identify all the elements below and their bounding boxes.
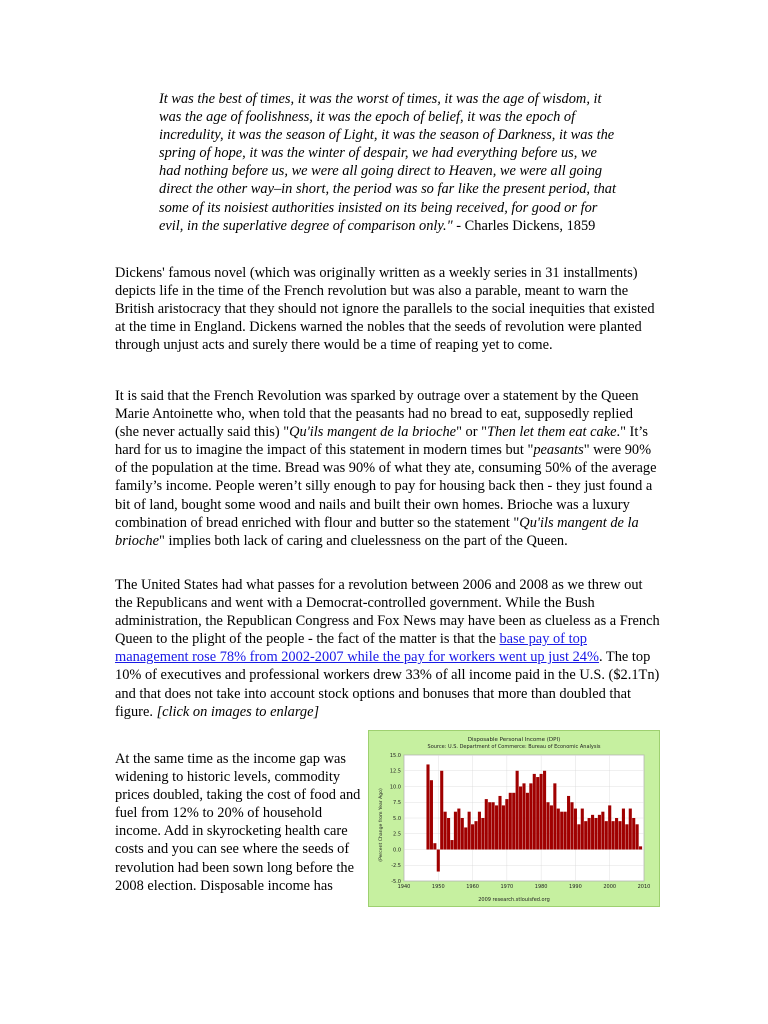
dpi-chart[interactable] — [368, 730, 660, 907]
p2-text-a: It is said that the French Revolution was sparked by outrage over a statement by the Queen Marie Antoinette who, when told that the peasants had no bread to eat, supposedly replied (she never actually said this) " — [115, 388, 639, 441]
dpi-bar — [509, 793, 512, 850]
p3-text-b: . The top 10% of executives and professional workers drew 33% of all income paid in the U.S. ($2.1Tn) and that does not take into account stock options and bonuses that more than doubled that figure. — [115, 649, 660, 720]
dpi-bar — [485, 799, 488, 849]
y-tick-label: 0.0 — [393, 847, 401, 854]
y-tick-label: 5.0 — [393, 815, 401, 822]
p2-peasants: peasants — [533, 442, 584, 459]
paragraph-dickens-novel: Dickens' famous novel (which was originally written as a weekly series in 31 installments) depicts life in the time of the French revolution but was also a parable, meant to warn the British aristocracy that they should not ignore the parallels to the social inequities that existed at the time in England. Dickens warned the nobles that the seeds of revolution were planted through unjust acts and surely there would be a time of reaping yet to come. — [115, 265, 655, 354]
dpi-bar — [471, 824, 474, 849]
dpi-bar — [601, 812, 604, 850]
p2-brioche-quote: Qu'ils mangent de la brioche — [289, 424, 457, 441]
quote-attribution: - Charles Dickens, 1859 — [452, 217, 596, 234]
dpi-bar — [450, 840, 453, 849]
dpi-bar — [433, 843, 436, 849]
y-tick-label: -5.0 — [391, 878, 401, 885]
dickens-quote — [159, 90, 621, 235]
dpi-chart-svg — [369, 731, 659, 906]
dpi-bar — [618, 821, 621, 849]
p2-text-i: " implies both lack of caring and cluelessness on the part of the Queen. — [158, 532, 568, 549]
dpi-bar — [577, 824, 580, 849]
chart-footer: 2009 research.stlouisfed.org — [478, 897, 550, 903]
dpi-bar — [591, 815, 594, 850]
dpi-bar — [608, 805, 611, 849]
paragraph-us-revolution — [115, 576, 660, 721]
y-tick-label: 12.5 — [389, 768, 401, 775]
dpi-bar — [447, 818, 450, 850]
dpi-bar — [557, 809, 560, 850]
dpi-bar — [461, 818, 464, 850]
enlarge-note: [click on images to enlarge] — [156, 703, 320, 720]
dpi-bar — [567, 796, 570, 850]
dpi-bar — [512, 793, 515, 850]
x-tick-label: 2000 — [603, 884, 617, 890]
dpi-bar — [526, 793, 529, 850]
p2-brioche-quote-2: Qu'ils mangent de la brioche — [115, 514, 639, 549]
dpi-bar — [488, 802, 491, 849]
dpi-bar — [505, 799, 508, 849]
dpi-bar — [502, 805, 505, 849]
dpi-bar — [588, 818, 591, 850]
dpi-bar — [564, 812, 567, 850]
dpi-bar — [454, 812, 457, 850]
p2-cake-quote: Then let them eat cake — [487, 424, 617, 441]
x-tick-label: 1950 — [431, 884, 445, 890]
dpi-bar — [584, 821, 587, 849]
dpi-bar — [430, 780, 433, 849]
dpi-bar — [629, 809, 632, 850]
p2-text-e: ." It’s hard for us to imagine the impact of this statement in modern times but " — [115, 424, 648, 459]
x-tick-label: 2010 — [637, 884, 651, 890]
dpi-bar — [492, 802, 495, 849]
dpi-bar — [550, 805, 553, 849]
y-tick-label: 7.5 — [393, 800, 401, 807]
p2-text-g: " were 90% of the population at the time. Bread was 90% of what they ate, consuming 50% of the average family’s income. People weren’t silly enough to pay for housing back then - they just found a bit of land, bought some wood and nails and built their own homes. Brioche was a luxury combination of bread enriched with flour and butter so the statement " — [115, 442, 657, 531]
dpi-bar — [605, 821, 608, 849]
quote-text: It was the best of times, it was the worst of times, it was the age of wisdom, it was the age of foolishness, it was the epoch of belief, it was the epoch of incredulity, it was the season of Light, it was the season of Darkness, it was the spring of hope, it was the winter of despair, we had everything before us, we had nothing before us, we were all going direct to Heaven, we were all going direct the other way–in short, the period was so far like the present period, that some of its noisiest authorities insisted on its being received, for good or for evil, in the superlative degree of comparison only." — [159, 91, 616, 234]
x-tick-label: 1940 — [397, 884, 411, 890]
x-tick-label: 1960 — [466, 884, 479, 890]
dpi-bar — [498, 796, 501, 850]
dpi-bar — [553, 783, 556, 849]
dpi-bar — [639, 846, 642, 849]
x-tick-label: 1970 — [500, 884, 514, 890]
chart-subtitle: Source: U.S. Department of Commerce: Bureau of Economic Analysis — [427, 744, 601, 750]
dpi-bar — [581, 809, 584, 850]
dpi-bar — [468, 812, 471, 850]
y-tick-label: 15.0 — [389, 752, 401, 759]
dpi-bar — [529, 783, 532, 849]
p2-text-c: " or " — [456, 424, 487, 441]
dpi-bar — [478, 812, 481, 850]
dpi-bar — [594, 818, 597, 850]
dpi-bar — [516, 771, 519, 850]
dpi-bar — [540, 774, 543, 850]
dpi-bar — [543, 771, 546, 850]
dpi-bar — [625, 824, 628, 849]
dpi-bar — [612, 821, 615, 849]
dpi-bar — [426, 764, 429, 849]
dpi-bar — [522, 783, 525, 849]
dpi-bar — [481, 818, 484, 850]
dpi-bar — [570, 802, 573, 849]
dpi-bar — [546, 802, 549, 849]
x-tick-label: 1980 — [534, 884, 548, 890]
dpi-bar — [622, 809, 625, 850]
dpi-bar — [636, 824, 639, 849]
y-tick-label: 10.0 — [389, 784, 401, 791]
dpi-bar — [437, 850, 440, 872]
chart-y-label: (Percent Change from Year Ago) — [379, 788, 384, 862]
dpi-bar — [615, 818, 618, 850]
dpi-bar — [598, 815, 601, 850]
p3-text-a: The United States had what passes for a revolution between 2006 and 2008 as we threw out the Republicans and went with a Democrat-controlled government. While the Bush administration, the Republican Congress and Fox News may have been as clueless as a French Queen to the plight of the people - the fact of the matter is that the — [115, 577, 660, 648]
dpi-bar — [457, 809, 460, 850]
dpi-bar — [444, 812, 447, 850]
pay-gap-link[interactable]: base pay of top management rose 78% from 2002-2007 while the pay for workers went up just 24% — [115, 631, 599, 666]
dpi-bar — [560, 812, 563, 850]
dpi-bar — [533, 774, 536, 850]
dpi-bar — [440, 771, 443, 850]
dpi-bar — [536, 777, 539, 849]
dpi-bar — [495, 805, 498, 849]
dpi-bar — [632, 818, 635, 850]
y-tick-label: 2.5 — [393, 831, 401, 838]
paragraph-income-gap: At the same time as the income gap was widening to historic levels, commodity prices doubled, taking the cost of food and fuel from 12% to 20% of household income. Add in skyrocketing health care costs and you can see where the seeds of revolution had been sown long before the 2008 election. Disposable income has — [115, 751, 361, 894]
chart-title: Disposable Personal Income (DPI) — [467, 737, 561, 743]
dpi-bar — [474, 821, 477, 849]
x-tick-label: 1990 — [569, 884, 582, 890]
dpi-bar — [464, 827, 467, 849]
y-tick-label: -2.5 — [391, 863, 401, 870]
dpi-bar — [574, 809, 577, 850]
paragraph-french-revolution — [115, 387, 660, 550]
dpi-bar — [519, 787, 522, 850]
